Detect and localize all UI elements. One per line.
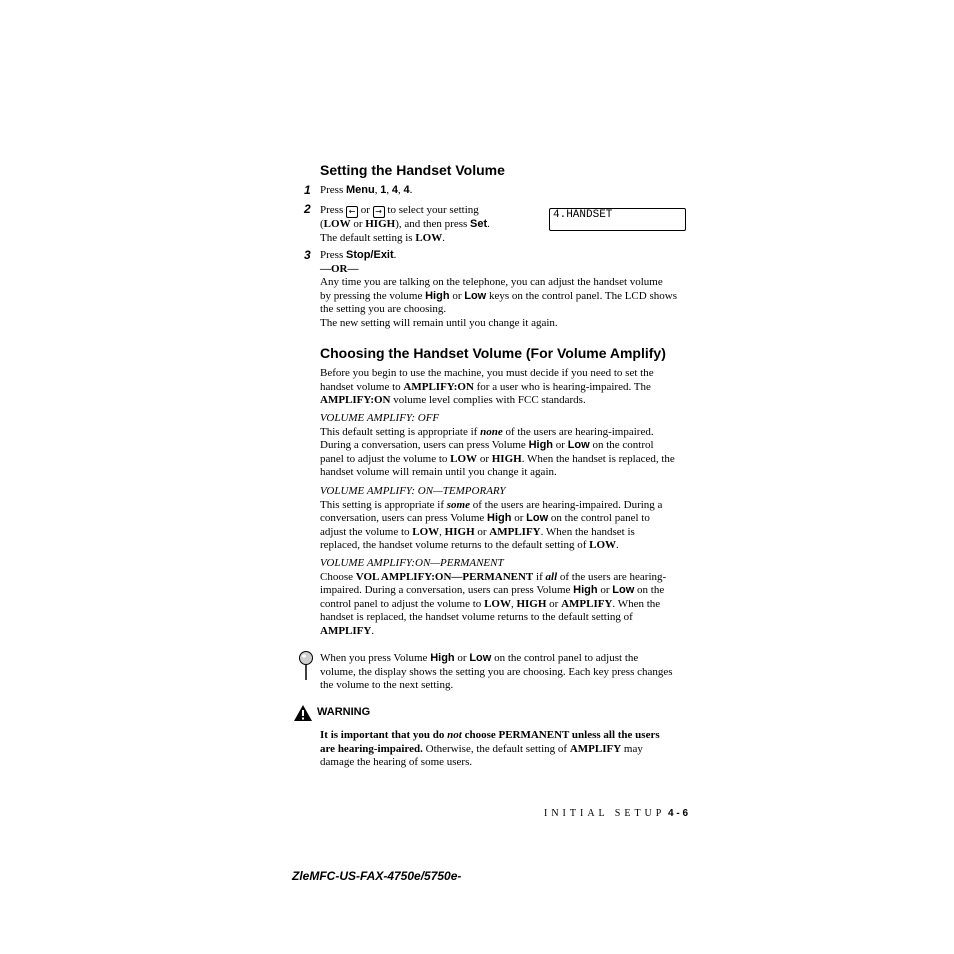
step-1-text: Press Menu, 1, 4, 4.	[320, 184, 413, 196]
section-title-volume-amplify: Choosing the Handset Volume (For Volume Amplify)	[320, 345, 666, 361]
or-separator: —OR—	[320, 263, 359, 275]
amplify-permanent-block: VOLUME AMPLIFY:ON—PERMANENT Choose VOL AMPLIFY:ON—PERMANENT if all of the users are hearing- impaired. During a conversation, users can press Volume High or Low on the control panel to adjust the volume to LOW, HIGH or AMPLIFY. When the handset is replaced, the handset volume returns to the default setting of AMPLIFY.	[320, 557, 700, 638]
amplify-off-block: VOLUME AMPLIFY: OFF This default setting is appropriate if none of the users are hearing-impaired. During a conversation, users can press Volume High or Low on the control panel to adjust the volume to LOW or HIGH. When the handset is replaced, the handset volume will remain until you change it again.	[320, 412, 700, 480]
amplify-off-heading: VOLUME AMPLIFY: OFF	[320, 412, 440, 424]
right-arrow-key-icon: →	[373, 206, 385, 218]
amplify-temporary-heading: VOLUME AMPLIFY: ON—TEMPORARY	[320, 485, 506, 497]
step-3-text: Press Stop/Exit.	[320, 249, 397, 261]
lcd-display	[549, 208, 686, 231]
note-pushpin-icon	[298, 650, 314, 682]
warning-text: It is important that you do not choose PERMANENT unless all the users are hearing-impaired. Otherwise, the default setting of AMPLIFY may damage the hearing of some users.	[320, 729, 660, 768]
section2-intro: Before you begin to use the machine, you must decide if you need to set the handset volume to AMPLIFY:ON for a user who is hearing-impaired. The AMPLIFY:ON volume level complies with FCC standards.	[320, 367, 654, 406]
step-2-text: Press ← or → to select your setting (LOW or HIGH), and then press Set. The default setting is LOW.	[320, 204, 490, 244]
document-id: ZleMFC-US-FAX-4750e/5750e-	[292, 869, 462, 883]
step-number-3: 3	[304, 248, 311, 262]
section1-paragraph: Any time you are talking on the telephone, you can adjust the handset volume by pressing the volume High or Low keys on the control panel. The LCD shows the setting you are choosing. The new setting will remain until you change it again.	[320, 276, 677, 329]
step-number-2: 2	[304, 202, 311, 216]
warning-label: WARNING	[317, 706, 371, 718]
step-number-1: 1	[304, 183, 311, 197]
amplify-permanent-heading: VOLUME AMPLIFY:ON—PERMANENT	[320, 557, 504, 569]
warning-triangle-icon	[293, 704, 313, 722]
left-arrow-key-icon: ←	[346, 206, 358, 218]
note-text: When you press Volume High or Low on the control panel to adjust the volume, the display shows the setting you are choosing. Each key press changes the volume to the next setting.	[320, 652, 673, 691]
page-number: 4 - 6	[668, 808, 689, 819]
footer-section-name: INITIAL SETUP	[544, 808, 666, 819]
amplify-temporary-block: VOLUME AMPLIFY: ON—TEMPORARY This setting is appropriate if some of the users are hearing-impaired. During a conversation, users can press Volume High or Low on the control panel to adjust the volume to LOW, HIGH or AMPLIFY. When the handset is replaced, the handset volume returns to the default setting of LOW.	[320, 485, 700, 553]
lcd-text: 4.HANDSET	[553, 209, 613, 221]
section-title-handset-volume: Setting the Handset Volume	[320, 162, 505, 178]
